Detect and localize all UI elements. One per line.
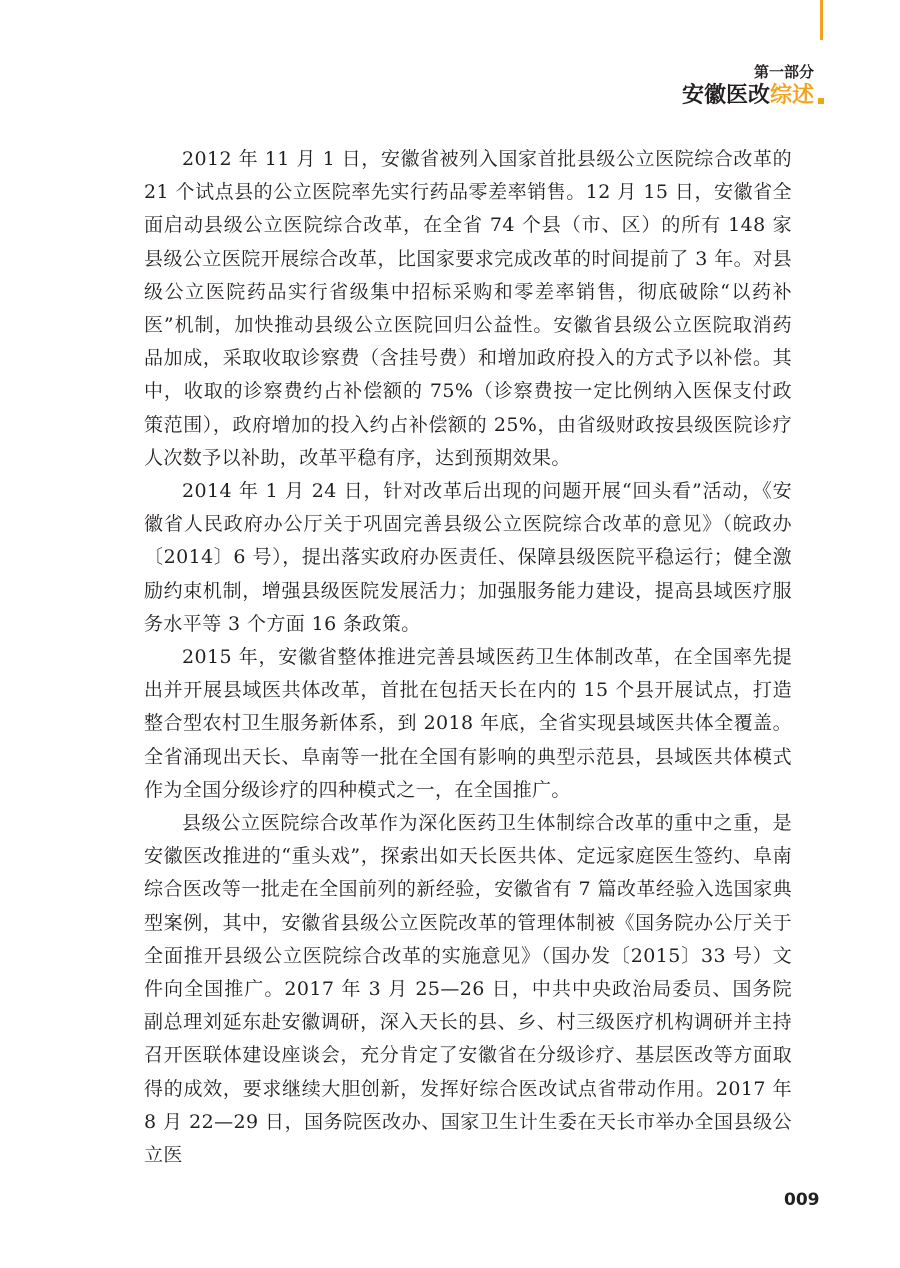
paragraph: 2014 年 1 月 24 日，针对改革后出现的问题开展“回头看”活动，《安徽省人民政府办公厅关于巩固完善县级公立医院综合改革的意见》（皖政办〔2014〕6 号），提出落实政府办医责任、保障县级医院平稳运行；健全激励约束机制，增强县级医院发展活力；加强服务能力建设，提高县域医疗服务水平等 3 个方面 16 条政策。: [144, 480, 792, 635]
section-title-accent: 综述: [769, 83, 814, 108]
section-title: [682, 82, 814, 110]
section-title-main: 安徽医改: [681, 83, 770, 108]
page-number: 009: [784, 1190, 820, 1210]
running-header: [682, 62, 814, 110]
paragraph: 县级公立医院综合改革作为深化医药卫生体制综合改革的重中之重，是安徽医改推进的“重头戏”，探索出如天长医共体、定远家庭医生签约、阜南综合医改等一批走在全国前列的新经验，安徽省有 7 篇改革经验入选国家典型案例，其中，安徽省县级公立医院改革的管理体制被《国务院办公厅关于全面推开县级公立医院综合改革的实施意见》（国办发〔2015〕33 号）文件向全国推广。2017 年 3 月 25—26 日，中共中央政治局委员、国务院副总理刘延东赴安徽调研，深入天长的县、乡、村三级医疗机构调研并主持召开医联体建设座谈会，充分肯定了安徽省在分级诊疗、基层医改等方面取得的成效，要求继续大胆创新，发挥好综合医改试点省带动作用。2017 年 8 月 22—29 日，国务院医改办、国家卫生计生委在天长市举办全国县级公立医: [144, 812, 792, 1167]
paragraph: 2012 年 11 月 1 日，安徽省被列入国家首批县级公立医院综合改革的 21 个试点县的公立医院率先实行药品零差率销售。12 月 15 日，安徽省全面启动县级公立医院综合改革，在全省 74 个县（市、区）的所有 148 家县级公立医院开展综合改革，比国家要求完成改革的时间提前了 3 年。对县级公立医院药品实行省级集中招标采购和零差率销售，彻底破除“以药补医”机制，加快推动县级公立医院回归公益性。安徽省县级公立医院取消药品加成，采取收取诊察费（含挂号费）和增加政府投入的方式予以补偿。其中，收取的诊察费约占补偿额的 75%（诊察费按一定比例纳入医保支付政策范围），政府增加的投入约占补偿额的 25%，由省级财政按县级医院诊疗人次数予以补助，改革平稳有序，达到预期效果。: [144, 148, 792, 469]
body-text: [144, 143, 792, 1172]
section-part-label: 第一部分: [753, 63, 814, 81]
paragraph: 2015 年，安徽省整体推进完善县域医药卫生体制改革，在全国率先提出并开展县域医共体改革，首批在包括天长在内的 15 个县开展试点，打造整合型农村卫生服务新体系，到 2018 年底，全省实现县域医共体全覆盖。全省涌现出天长、阜南等一批在全国有影响的典型示范县，县域医共体模式作为全国分级诊疗的四种模式之一，在全国推广。: [144, 646, 792, 801]
header-accent-square: [818, 98, 824, 104]
top-accent-line: [820, 0, 823, 40]
